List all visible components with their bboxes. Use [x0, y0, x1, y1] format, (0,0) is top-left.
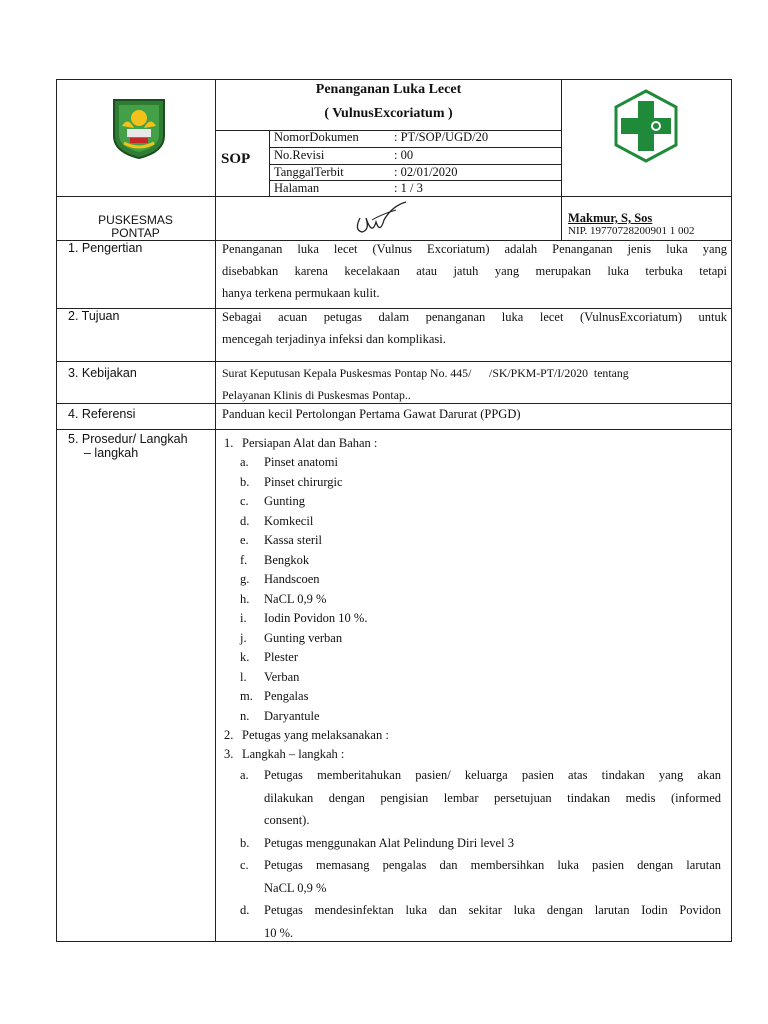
section-referensi: Panduan kecil Pertolongan Pertama Gawat Darurat (PPGD) — [222, 407, 521, 421]
list-item: i. Iodin Povidon 10 %. — [240, 611, 368, 625]
list-item: d. Komkecil — [240, 513, 314, 528]
list-item: a. Pinset anatomi — [240, 455, 338, 469]
section-label-prosedur-cont: – langkah — [84, 446, 139, 460]
list-item: k. Plester — [240, 650, 299, 664]
section-tujuan: Sebagai acuan petugas dalam penanganan luka lecet (VulnusExcoriatum) untuk mencegah terjadinya infeksi dan komplikasi. — [222, 310, 727, 346]
section-kebijakan: Surat Keputusan Kepala Puskesmas Pontap No. 445/ /SK/PKM-PT/I/2020 tentang Pelayanan Klinis di Puskesmas Pontap.. — [222, 366, 629, 402]
step-item: d. Petugas mendesinfektan luka dan sekitar luka dengan larutan Iodin Povidon 10 %. — [240, 903, 721, 940]
list-item: h. NaCL 0,9 % — [240, 591, 327, 606]
puskesmas-cross-logo — [610, 89, 682, 163]
section-label-pengertian: 1. Pengertian — [68, 241, 143, 255]
section-label-tujuan: 2. Tujuan — [68, 309, 120, 323]
sop-label: SOP — [221, 151, 251, 167]
list-item: n. Daryantule — [240, 708, 320, 723]
meta-row: Halaman : 1 / 3 — [269, 180, 561, 196]
regency-crest-logo — [108, 96, 170, 160]
signer-nip: NIP. 19770728200901 1 002 — [568, 225, 695, 237]
procedure-item: 1. Persiapan Alat dan Bahan : — [224, 436, 378, 450]
org-name-line2: PONTAP — [111, 226, 160, 240]
step-item: b. Petugas menggunakan Alat Pelindung Diri level 3 — [240, 835, 514, 850]
list-item: e. Kassa steril — [240, 533, 322, 547]
list-item: l. Verban — [240, 669, 300, 684]
signer-name: Makmur, S, Sos — [568, 211, 653, 225]
document-title: Penanganan Luka Lecet — [315, 82, 462, 97]
step-item: a. Petugas memberitahukan pasien/ keluarga pasien atas tindakan yang akan dilakukan dengan pengisian lembar persetujuan tindakan medis (informed consent). — [240, 768, 721, 827]
meta-row: TanggalTerbit : 02/01/2020 — [269, 164, 561, 180]
column-divider — [215, 79, 216, 942]
tools-list — [240, 453, 727, 726]
list-item: c. Gunting — [240, 494, 305, 508]
list-item: b. Pinset chirurgic — [240, 474, 343, 489]
section-label-prosedur: 5. Prosedur/ Langkah — [68, 432, 188, 446]
procedure-item: 2. Petugas yang melaksanakan : — [224, 728, 389, 742]
sop-document — [56, 79, 732, 942]
document-subtitle: ( VulnusExcoriatum ) — [324, 106, 453, 121]
header-right-divider — [561, 79, 562, 196]
meta-row: NomorDokumen : PT/SOP/UGD/20 — [274, 130, 489, 144]
signature-right-divider — [561, 196, 562, 240]
handwritten-signature — [352, 200, 416, 240]
meta-row: No.Revisi : 00 — [269, 147, 561, 163]
section-label-kebijakan: 3. Kebijakan — [68, 366, 137, 380]
steps-list — [240, 764, 721, 944]
step-item: c. Petugas memasang pengalas dan membersihkan luka pasien dengan larutan NaCL 0,9 % — [240, 858, 721, 895]
org-name-line1: PUSKESMAS — [98, 213, 173, 227]
section-label-referensi: 4. Referensi — [68, 407, 136, 421]
list-item: g. Handscoen — [240, 572, 320, 586]
list-item: f. Bengkok — [240, 552, 310, 567]
list-item: m. Pengalas — [240, 689, 309, 703]
procedure-item: 3. Langkah – langkah : — [224, 747, 345, 761]
section-prosedur — [222, 433, 727, 944]
section-pengertian: Penanganan luka lecet (Vulnus Excoriatum) adalah Penanganan jenis luka yang disebabkan karena kecelakaan atau jatuh yang merupakan luka terbuka tetapi hanya terkena permukaan kulit. — [222, 242, 727, 300]
list-item: j. Gunting verban — [240, 630, 343, 645]
